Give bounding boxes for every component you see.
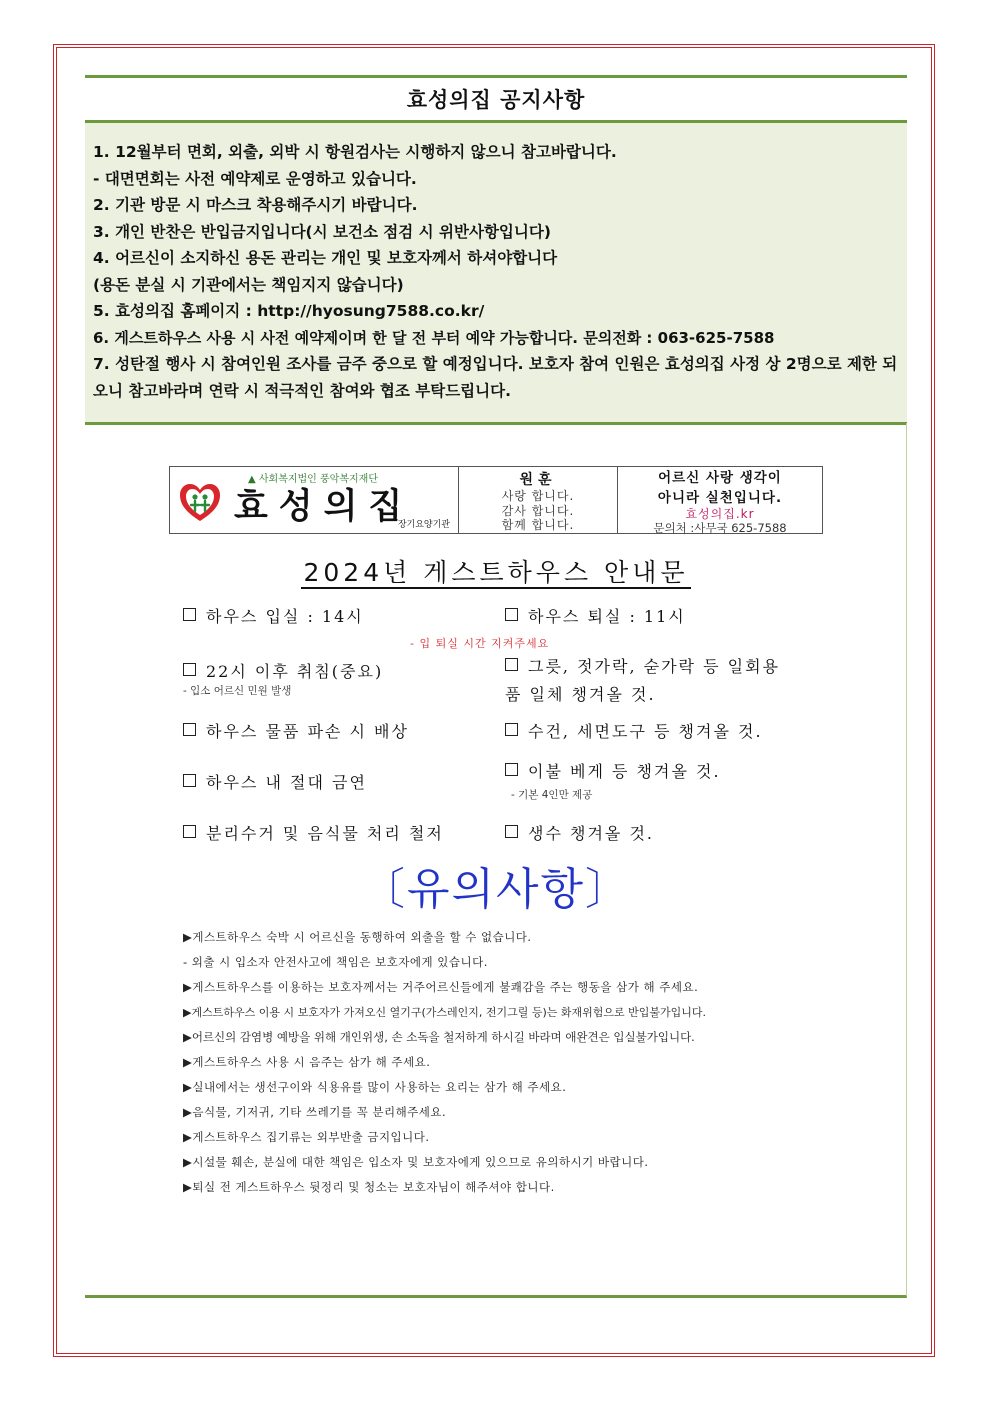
rule-checkout: 하우스 퇴실 : 11시 xyxy=(505,604,686,627)
notice-body xyxy=(85,123,907,425)
checkbox-icon xyxy=(505,723,518,736)
bedding-note: - 기본 4인만 제공 xyxy=(511,789,593,801)
caution-item: ▶어르신의 감염병 예방을 위해 개인위생, 손 소독을 철저하게 하시길 바라며 애완견은 입실불가입니다. xyxy=(183,1030,695,1044)
notice-item: 2. 기관 방문 시 마스크 착용해주시기 바랍니다. xyxy=(93,196,418,214)
caution-item: ▶음식물, 기저귀, 기타 쓰레기를 꼭 분리해주세요. xyxy=(183,1105,447,1119)
caution-item: - 외출 시 입소자 안전사고에 책임은 보호자에게 있습니다. xyxy=(183,955,488,969)
heart-logo-icon xyxy=(178,481,222,525)
slogan-block xyxy=(618,467,822,533)
caution-item: ▶게스트하우스 숙박 시 어르신을 동행하여 외출을 할 수 없습니다. xyxy=(183,930,532,944)
caution-item: ▶퇴실 전 게스트하우스 뒷정리 및 청소는 보호자님이 해주셔야 합니다. xyxy=(183,1180,555,1194)
motto-line: 감사 합니다. xyxy=(501,503,575,518)
checkbox-icon xyxy=(505,608,518,621)
notice-item: 7. 성탄절 행사 시 참여인원 조사를 금주 중으로 할 예정입니다. 보호자 참여 인원은 효성의집 사정 상 2명으로 제한 되오니 참고바라며 연락 시 적극적인 참여와 협조 부탁드립니다. xyxy=(93,355,898,400)
institution-header xyxy=(169,466,823,534)
notice-item: 6. 게스트하우스 사용 시 사전 예약제이며 한 달 전 부터 예약 가능합니다. 문의전화 : 063-625-7588 xyxy=(93,328,775,347)
guesthouse-section xyxy=(85,423,907,1298)
foundation-name: ▲ 사회복지법인 풍악복지재단 xyxy=(248,474,378,485)
caution-item: ▶게스트하우스 이용 시 보호자가 가져오신 열기구(가스레인지, 전기그릴 등)는 화재위험으로 반입불가입니다. xyxy=(183,1006,707,1019)
rule-smoking: 하우스 내 절대 금연 xyxy=(183,770,367,793)
notice-section xyxy=(85,75,907,425)
slogan-line: 아니라 실천입니다. xyxy=(657,490,783,506)
notice-title: 효성의집 공지사항 xyxy=(85,75,907,123)
time-note: - 입 퇴실 시간 지켜주세요 xyxy=(410,637,550,650)
notice-item: (용돈 분실 시 기관에서는 책임지지 않습니다) xyxy=(93,275,404,294)
rule-water: 생수 챙겨올 것. xyxy=(505,821,654,844)
rule-recycle: 분리수거 및 음식물 처리 철저 xyxy=(183,821,444,844)
motto-line: 함께 합니다. xyxy=(501,518,575,532)
institution-name: 효성의집 xyxy=(234,486,414,527)
rule-dishes: 그릇, 젓가락, 숟가락 등 일회용 xyxy=(505,654,780,677)
institution-subtitle: 장기요양기관 xyxy=(397,520,450,530)
motto-block xyxy=(459,467,618,533)
guide-title: 2024년 게스트하우스 안내문 xyxy=(303,558,689,587)
checkbox-icon xyxy=(183,663,196,676)
contact-info: 문의처 :사무국 625-7588 xyxy=(653,521,787,535)
checkbox-icon xyxy=(505,763,518,776)
notice-item-homepage: 5. 효성의집 홈페이지 : http://hyosung7588.co.kr/ xyxy=(93,302,485,320)
caution-title: 〔유의사항〕 xyxy=(360,864,631,915)
checkbox-icon xyxy=(183,723,196,736)
notice-item: 1. 12월부터 면회, 외출, 외박 시 항원검사는 시행하지 않으니 참고바랍니다. xyxy=(93,143,617,161)
rule-bedding: 이불 베게 등 챙겨올 것. xyxy=(505,759,721,782)
rule-sleep: 22시 이후 취침(중요) xyxy=(183,659,383,682)
caution-item: ▶시설물 훼손, 분실에 대한 책임은 입소자 및 보호자에게 있으므로 유의하시기 바랍니다. xyxy=(183,1155,649,1169)
sleep-note: - 입소 어르신 민원 발생 xyxy=(183,685,292,697)
notice-item: - 대면면회는 사전 예약제로 운영하고 있습니다. xyxy=(93,169,417,188)
rule-towel: 수건, 세면도구 등 챙겨올 것. xyxy=(505,719,763,742)
rule-damage: 하우스 물품 파손 시 배상 xyxy=(183,719,409,742)
rule-dishes-cont: 품 일체 챙겨올 것. xyxy=(505,685,656,704)
site-link[interactable]: 효성의집.kr xyxy=(685,507,755,521)
checkbox-icon xyxy=(505,825,518,838)
motto-line: 사랑 합니다. xyxy=(501,489,575,503)
motto-title: 원훈 xyxy=(519,472,557,488)
caution-item: ▶게스트하우스 집기류는 외부반출 금지입니다. xyxy=(183,1130,430,1144)
slogan-line: 어르신 사랑 생각이 xyxy=(658,470,782,486)
checkbox-icon xyxy=(183,774,196,787)
institution-logo-block xyxy=(170,467,459,533)
notice-item: 3. 개인 반찬은 반입금지입니다(시 보건소 점검 시 위반사항입니다) xyxy=(93,222,551,241)
caution-item: ▶게스트하우스 사용 시 음주는 삼가 해 주세요. xyxy=(183,1055,431,1069)
caution-item: ▶실내에서는 생선구이와 식용유를 많이 사용하는 요리는 삼가 해 주세요. xyxy=(183,1080,567,1094)
checkbox-icon xyxy=(183,608,196,621)
checkbox-icon xyxy=(183,825,196,838)
checkbox-icon xyxy=(505,658,518,671)
rule-checkin: 하우스 입실 : 14시 xyxy=(183,604,364,627)
caution-item: ▶게스트하우스를 이용하는 보호자께서는 거주어르신들에게 불쾌감을 주는 행동을 삼가 해 주세요. xyxy=(183,980,699,994)
notice-item: 4. 어르신이 소지하신 용돈 관리는 개인 및 보호자께서 하셔야합니다 xyxy=(93,249,558,267)
